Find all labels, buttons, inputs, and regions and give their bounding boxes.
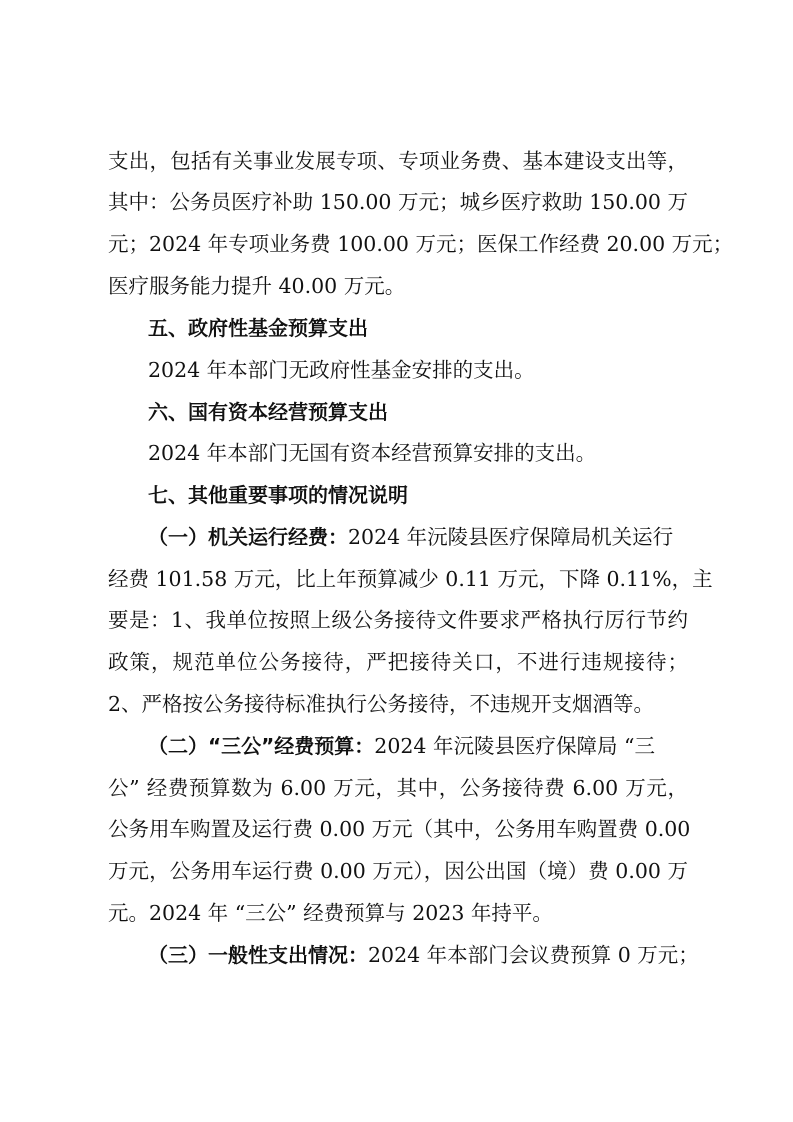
item-1-first-line — [148, 517, 688, 557]
body-line-2: 其中：公务员医疗补助 150.00 万元；城乡医疗救助 150.00 万 — [108, 190, 688, 214]
item-1-line-4: 政策，规范单位公务接待，严把接待关口，不进行违规接待； — [108, 650, 688, 674]
item-2-line-3: 公务用车购置及运行费 0.00 万元（其中，公务用车购置费 0.00 — [108, 817, 691, 841]
item-3-text: 2024 年本部门会议费预算 0 万元； — [368, 943, 699, 967]
item-1-line-5: 2、严格按公务接待标准执行公务接待，不违规开支烟酒等。 — [108, 692, 655, 716]
body-line-1: 支出，包括有关事业发展专项、专项业务费、基本建设支出等， — [108, 149, 688, 173]
item-1-line-2: 经费 101.58 万元，比上年预算减少 0.11 万元，下降 0.11%，主 — [108, 567, 713, 591]
section-7-heading: 七、其他重要事项的情况说明 — [148, 483, 408, 507]
item-2-text: 2024 年沅陵县医疗保障局 “三 — [374, 734, 655, 758]
item-2-label: （二）“三公”经费预算： — [148, 734, 375, 758]
item-2-line-4: 万元，公务用车运行费 0.00 万元），因公出国（境）费 0.00 万 — [108, 859, 688, 883]
body-line-4: 医疗服务能力提升 40.00 万元。 — [108, 274, 406, 298]
item-3-first-line — [148, 935, 699, 975]
item-3-label: （三）一般性支出情况： — [148, 943, 368, 967]
section-6-heading: 六、国有资本经营预算支出 — [148, 400, 388, 424]
section-5-heading: 五、政府性基金预算支出 — [148, 316, 368, 340]
section-5-text: 2024 年本部门无政府性基金安排的支出。 — [148, 358, 535, 382]
section-6-text: 2024 年本部门无国有资本经营预算安排的支出。 — [148, 441, 597, 465]
item-2-first-line — [148, 726, 688, 766]
body-line-3: 元；2024 年专项业务费 100.00 万元；医保工作经费 20.00 万元； — [108, 232, 734, 256]
item-1-label: （一）机关运行经费： — [148, 525, 348, 549]
item-2-line-2: 公” 经费预算数为 6.00 万元，其中，公务接待费 6.00 万元， — [108, 776, 688, 800]
item-1-line-3: 要是：1、我单位按照上级公务接待文件要求严格执行厉行节约 — [108, 608, 688, 632]
item-2-line-5: 元。2024 年 “三公” 经费预算与 2023 年持平。 — [108, 901, 553, 925]
item-1-text: 2024 年沅陵县医疗保障局机关运行 — [348, 525, 674, 549]
